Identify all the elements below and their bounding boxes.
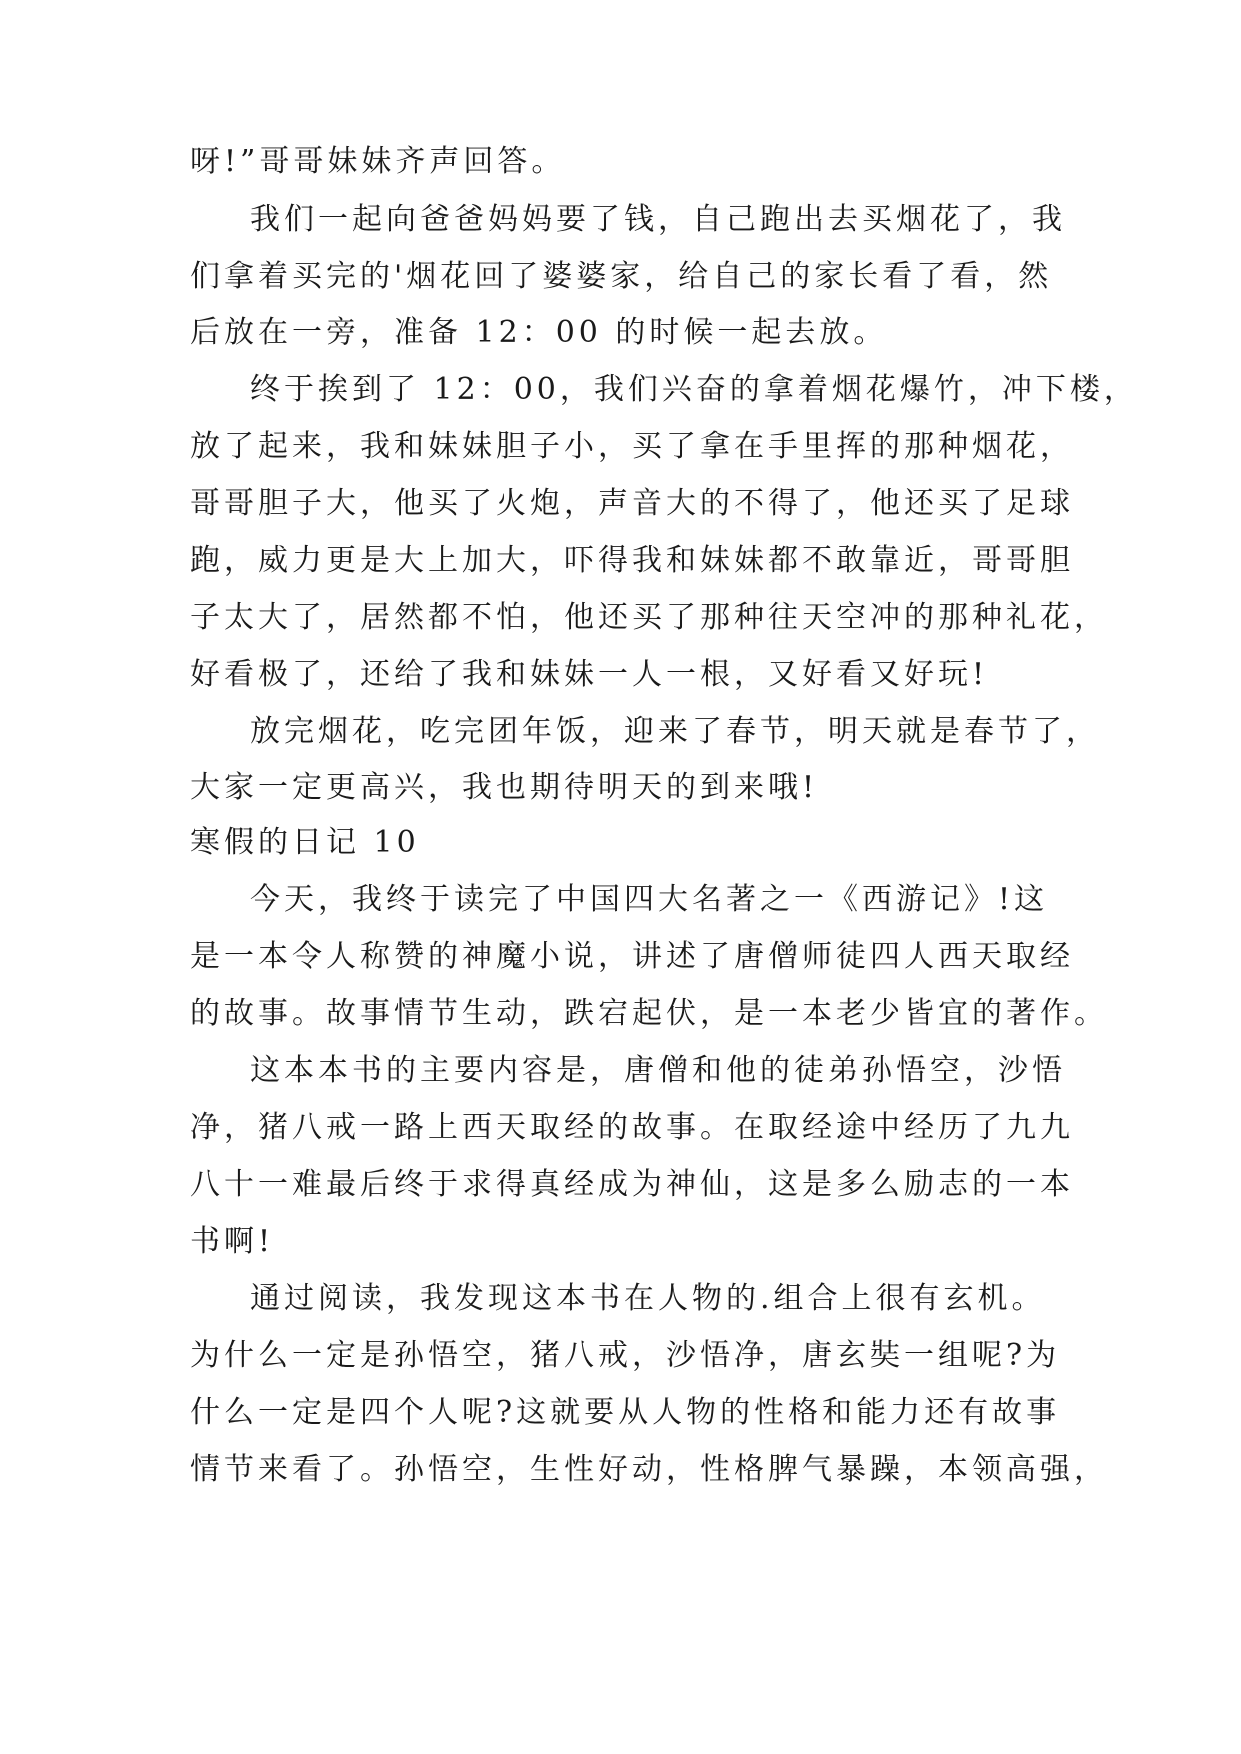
text-line: 跑，威力更是大上加大，吓得我和妹妹都不敢靠近，哥哥胆 bbox=[190, 543, 1074, 578]
text-line: 子太大了，居然都不怕，他还买了那种往天空冲的那种礼花， bbox=[190, 600, 1108, 635]
paragraph-start-line: 通过阅读，我发现这本书在人物的.组合上很有玄机。 bbox=[250, 1281, 1046, 1316]
text-line: 们拿着买完的'烟花回了婆婆家，给自己的家长看了看，然 bbox=[190, 259, 1053, 294]
paragraph-start-line: 放完烟花，吃完团年饭，迎来了春节，明天就是春节了， bbox=[250, 714, 1100, 749]
paragraph-start-line: 我们一起向爸爸妈妈要了钱，自己跑出去买烟花了，我 bbox=[250, 202, 1066, 237]
text-line: 好看极了，还给了我和妹妹一人一根，又好看又好玩! bbox=[190, 657, 989, 692]
text-line: 的故事。故事情节生动，跌宕起伏，是一本老少皆宜的著作。 bbox=[190, 996, 1108, 1031]
text-line: 放了起来，我和妹妹胆子小，买了拿在手里挥的那种烟花， bbox=[190, 429, 1074, 464]
paragraph-start-line: 终于挨到了 12：00，我们兴奋的拿着烟花爆竹，冲下楼， bbox=[250, 372, 1138, 407]
text-line: 情节来看了。孙悟空，生性好动，性格脾气暴躁，本领高强， bbox=[190, 1452, 1108, 1487]
text-line: 什么一定是四个人呢?这就要从人物的性格和能力还有故事 bbox=[190, 1395, 1061, 1430]
text-line: 是一本令人称赞的神魔小说，讲述了唐僧师徒四人西天取经 bbox=[190, 939, 1074, 974]
text-line: 大家一定更高兴，我也期待明天的到来哦! bbox=[190, 770, 819, 805]
text-line: 哥哥胆子大，他买了火炮，声音大的不得了，他还买了足球 bbox=[190, 486, 1074, 521]
text-line: 净，猪八戒一路上西天取经的故事。在取经途中经历了九九 bbox=[190, 1110, 1074, 1145]
text-line: 八十一难最后终于求得真经成为神仙，这是多么励志的一本 bbox=[190, 1167, 1074, 1202]
text-line: 书啊! bbox=[190, 1224, 275, 1259]
section-heading: 寒假的日记 10 bbox=[190, 825, 420, 860]
paragraph-start-line: 这本本书的主要内容是，唐僧和他的徒弟孙悟空，沙悟 bbox=[250, 1053, 1066, 1088]
paragraph-start-line: 今天，我终于读完了中国四大名著之一《西游记》!这 bbox=[250, 882, 1049, 917]
text-line: 呀!”哥哥妹妹齐声回答。 bbox=[190, 144, 566, 179]
text-line: 为什么一定是孙悟空，猪八戒，沙悟净，唐玄奘一组呢?为 bbox=[190, 1338, 1061, 1373]
text-line: 后放在一旁，准备 12：00 的时候一起去放。 bbox=[190, 315, 888, 350]
